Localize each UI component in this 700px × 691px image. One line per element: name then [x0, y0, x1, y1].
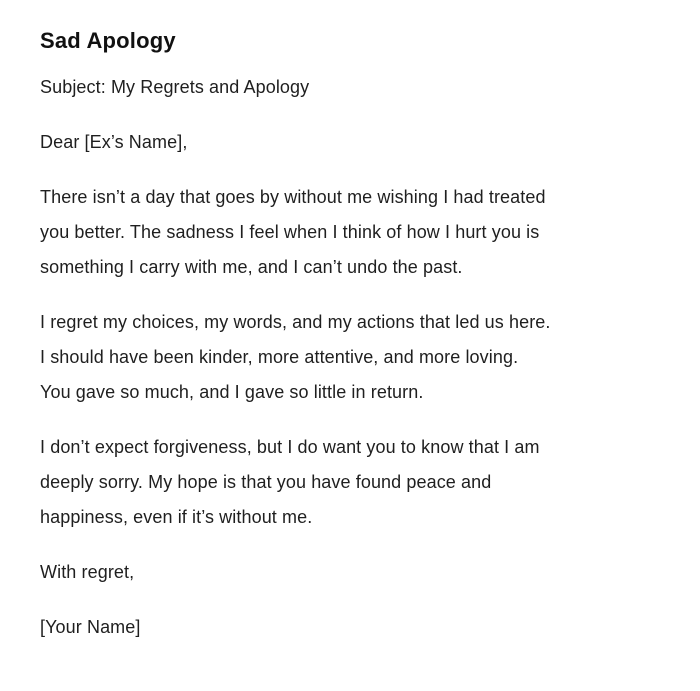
paragraph-regret-1	[40, 180, 670, 285]
signature: [Your Name]	[40, 617, 141, 637]
closing: With regret,	[40, 562, 135, 582]
paragraph-line: I should have been kinder, more attentive, and more loving.	[40, 347, 519, 367]
paragraph-line: There isn’t a day that goes by without me wishing I had treated	[40, 187, 546, 207]
paragraph-regret-3	[40, 430, 670, 535]
subject-line: Subject: My Regrets and Apology	[40, 77, 310, 97]
paragraph-line: happiness, even if it’s without me.	[40, 507, 313, 527]
paragraph-line: I don’t expect forgiveness, but I do want you to know that I am	[40, 437, 540, 457]
page-title: Sad Apology	[40, 28, 176, 53]
paragraph-line: you better. The sadness I feel when I think of how I hurt you is	[40, 222, 540, 242]
paragraph-regret-2	[40, 305, 670, 410]
paragraph-line: You gave so much, and I gave so little in return.	[40, 382, 424, 402]
paragraph-line: something I carry with me, and I can’t undo the past.	[40, 257, 463, 277]
salutation: Dear [Ex’s Name],	[40, 132, 188, 152]
paragraph-line: deeply sorry. My hope is that you have found peace and	[40, 472, 492, 492]
paragraph-line: I regret my choices, my words, and my actions that led us here.	[40, 312, 551, 332]
